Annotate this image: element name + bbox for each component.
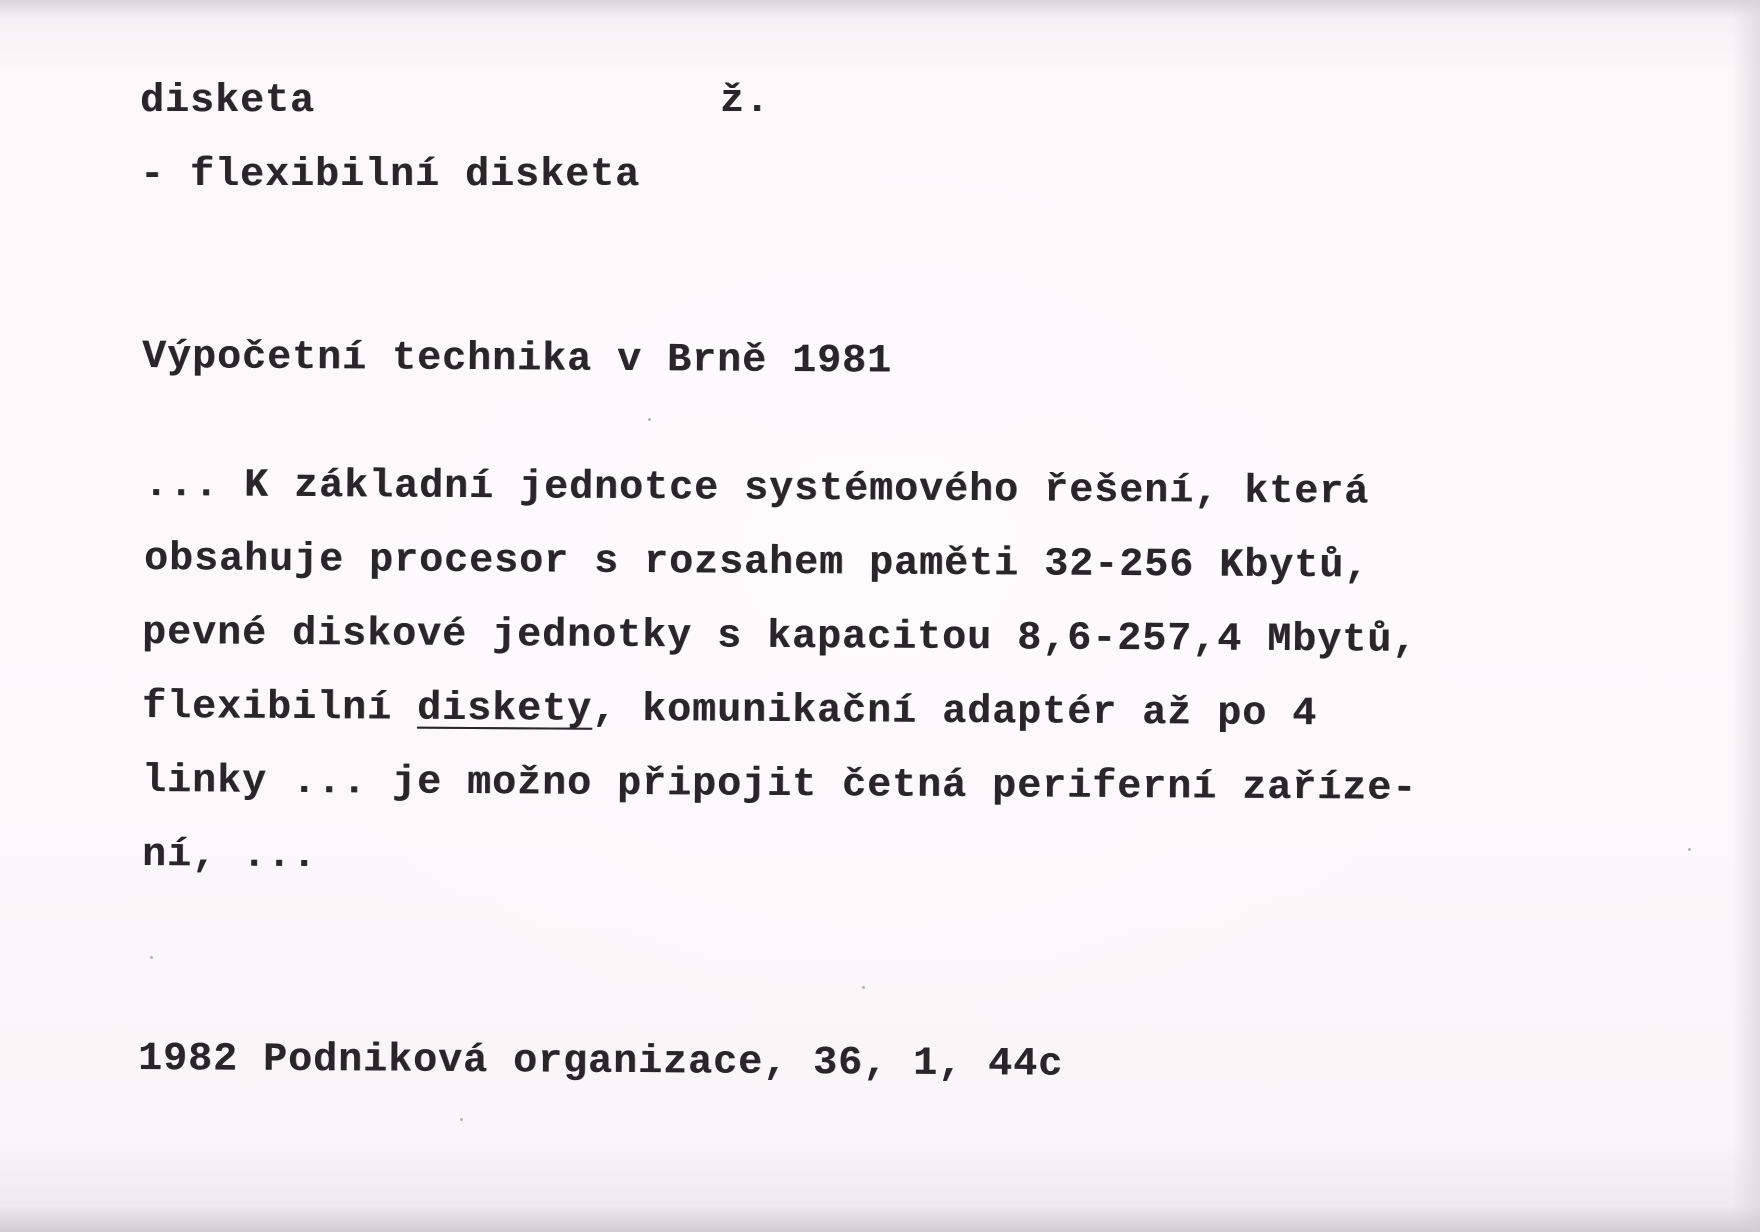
quote-line-4 (142, 684, 1317, 739)
quote-line-4-start: flexibilní (141, 685, 418, 732)
paper-speck (648, 418, 651, 421)
quote-line-1: ... K základní jednotce systémového řešení, která (143, 463, 1370, 516)
card-right-edge (1732, 0, 1760, 1232)
card-bottom-edge (0, 1206, 1760, 1232)
gender-label: ž. (720, 79, 771, 124)
quote-line-6: ní, ... (141, 833, 318, 880)
paper-speck (150, 956, 153, 959)
subentry: - flexibilní disketa (140, 153, 641, 198)
paper-speck (460, 1118, 463, 1121)
headword: disketa (140, 79, 316, 124)
citation: 1982 Podniková organizace, 36, 1, 44c (137, 1037, 1064, 1088)
underlined-keyword: diskety (416, 686, 593, 733)
quote-line-3: pevné diskové jednotky s kapacitou 8,6-257,4 Mbytů, (141, 611, 1418, 664)
quote-line-4-end: , komunikační adaptér až po 4 (591, 687, 1318, 738)
quote-line-5: linky ... je možno připojit četná periferní zaříze- (141, 759, 1418, 812)
quote-line-2: obsahuje procesor s rozsahem paměti 32-256 Kbytů, (143, 537, 1370, 590)
paper-speck (862, 986, 865, 989)
card-top-edge (0, 0, 1760, 18)
paper-speck (1688, 848, 1691, 851)
source-title: Výpočetní technika v Brně 1981 (141, 335, 893, 385)
